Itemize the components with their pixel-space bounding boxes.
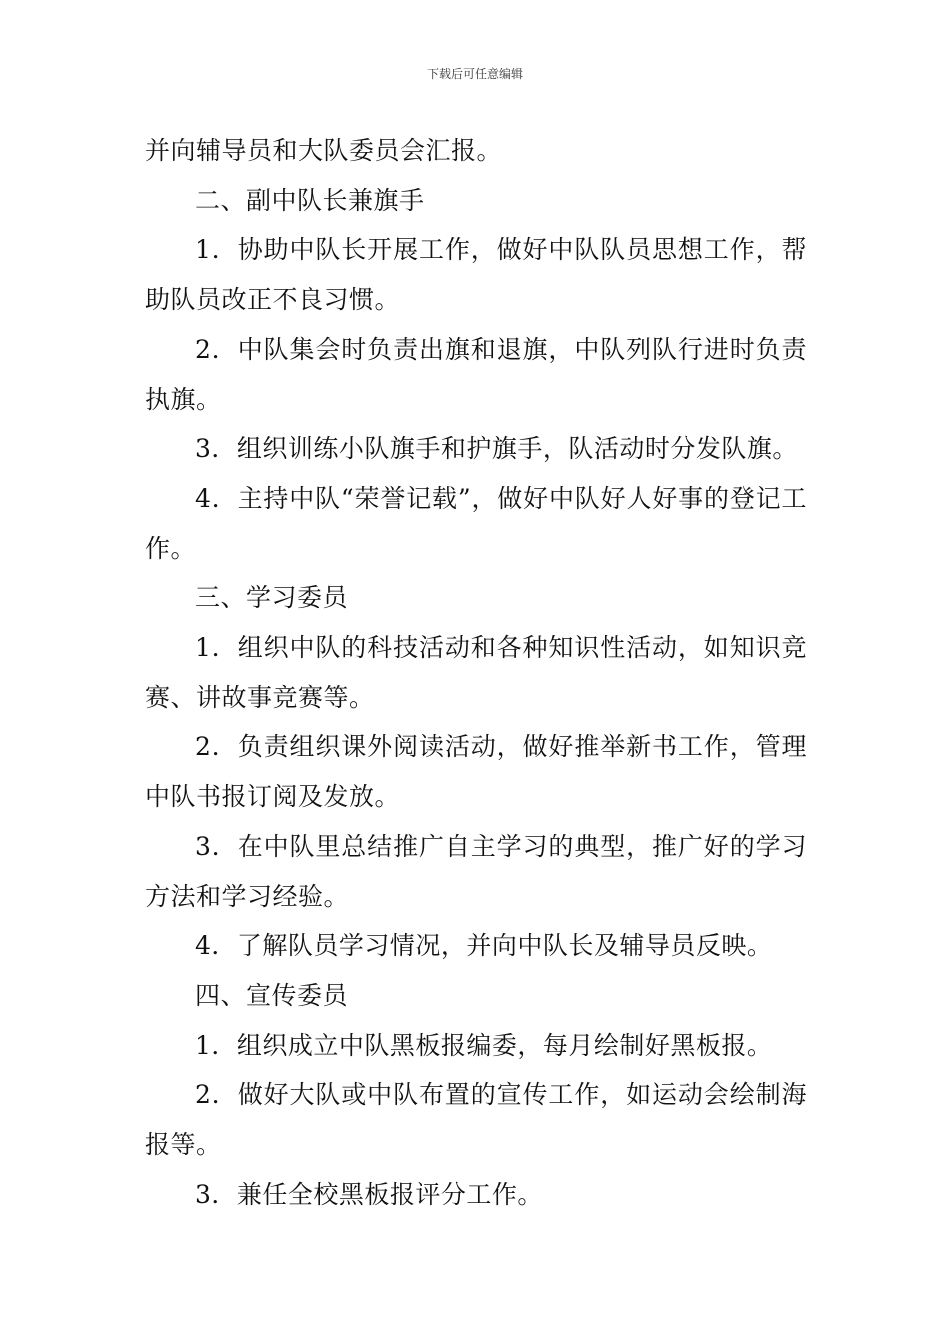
paragraph: 1．组织成立中队黑板报编委，每月绘制好黑板报。 [195,1030,773,1060]
page-header: 下载后可任意编辑 [426,67,523,81]
section-heading: 二、副中队长兼旗手 [195,185,425,215]
section-heading: 三、学习委员 [195,583,349,613]
paragraph: 2．做好大队或中队布置的宣传工作，如运动会绘制海报等。 [145,1080,807,1160]
section-heading: 四、宣传委员 [195,980,349,1010]
paragraph: 3．组织训练小队旗手和护旗手，队活动时分发队旗。 [195,434,798,464]
paragraph: 4．主持中队“荣誉记载”，做好中队好人好事的登记工作。 [145,483,807,563]
paragraph: 3．兼任全校黑板报评分工作。 [195,1179,543,1209]
paragraph: 并向辅导员和大队委员会汇报。 [145,136,503,165]
paragraph: 1．组织中队的科技活动和各种知识性活动，如知识竞赛、讲故事竞赛等。 [145,633,807,712]
document-body [145,126,807,1219]
paragraph: 2．中队集会时负责出旗和退旗，中队列队行进时负责执旗。 [145,334,807,414]
paragraph: 4．了解队员学习情况，并向中队长及辅导员反映。 [195,931,773,961]
paragraph: 3．在中队里总结推广自主学习的典型，推广好的学习方法和学习经验。 [145,831,807,911]
paragraph: 2．负责组织课外阅读活动，做好推举新书工作，管理中队书报订阅及发放。 [145,732,807,812]
paragraph: 1．协助中队长开展工作，做好中队队员思想工作，帮助队员改正不良习惯。 [145,235,807,315]
